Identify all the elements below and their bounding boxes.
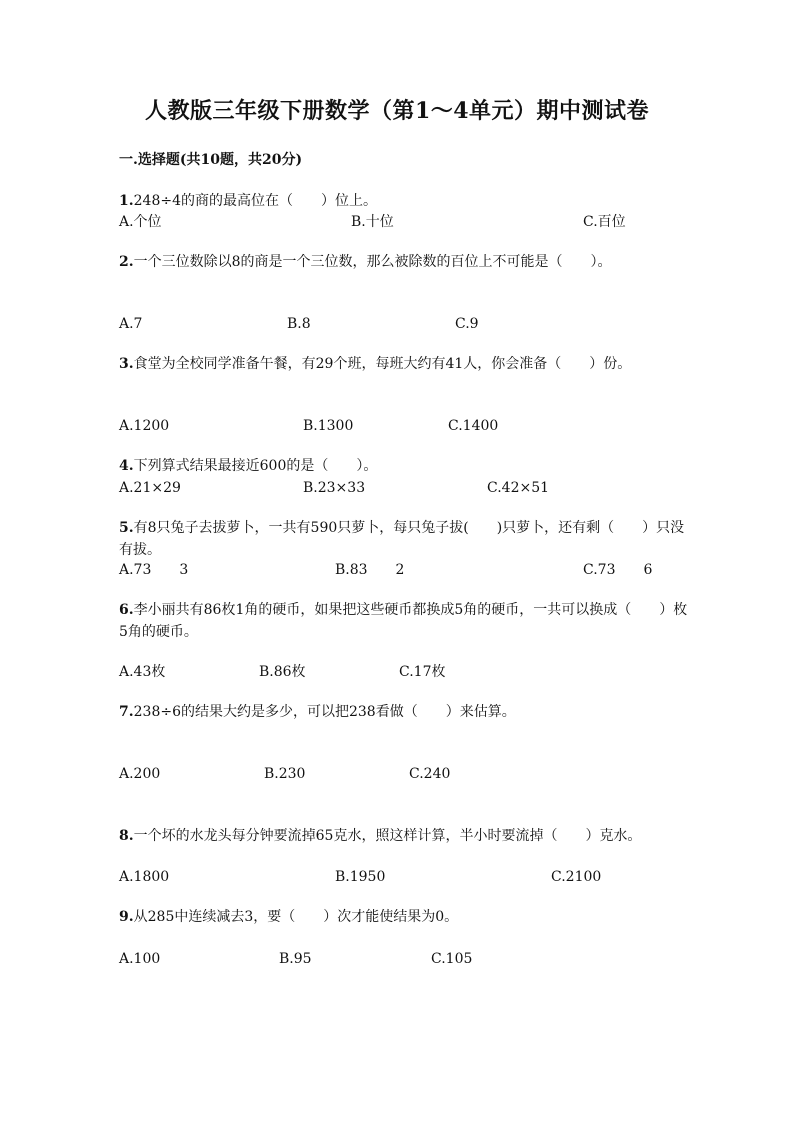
- option-b: B.1950: [335, 869, 386, 885]
- question-1: [119, 190, 689, 212]
- option-c: C.105: [431, 951, 473, 967]
- question-text: 食堂为全校同学准备午餐，有29个班，每班大约有41人，你会准备（ ）份。: [133, 356, 632, 372]
- question-text: 238÷6的结果大约是多少，可以把238看做（ ）来估算。: [133, 704, 516, 720]
- option-a: A.100: [119, 951, 161, 967]
- option-a: A.73 3: [119, 562, 189, 578]
- question-number: 5.: [119, 520, 134, 536]
- question-6: [119, 599, 689, 643]
- option-b: B.23×33: [303, 480, 366, 496]
- option-a: A.43枚: [119, 664, 166, 680]
- question-number: 1.: [119, 193, 134, 209]
- option-a: A.个位: [119, 214, 162, 230]
- option-c: C.1400: [448, 418, 499, 434]
- question-8: [119, 825, 689, 847]
- question-text: 248÷4的商的最高位在（ ）位上。: [133, 193, 377, 209]
- question-text: 有8只兔子去拔萝卜，一共有590只萝卜，每只兔子拔( )只萝卜，还有剩（ ）只没有拔。: [119, 520, 685, 558]
- question-number: 7.: [119, 704, 134, 720]
- question-7: [119, 701, 689, 723]
- question-4: [119, 455, 689, 477]
- question-number: 6.: [119, 602, 134, 618]
- question-text: 一个三位数除以8的商是一个三位数，那么被除数的百位上不可能是（ ）。: [133, 254, 612, 270]
- option-b: B.8: [287, 316, 311, 332]
- question-3: [119, 353, 689, 375]
- option-c: C.17枚: [399, 664, 446, 680]
- option-c: C.9: [455, 316, 479, 332]
- question-text: 下列算式结果最接近600的是（ ）。: [133, 458, 378, 474]
- question-text: 李小丽共有86枚1角的硬币，如果把这些硬币都换成5角的硬币，一共可以换成（ ）枚5角的硬币。: [119, 602, 688, 640]
- question-9: [119, 906, 689, 928]
- option-a: A.1800: [119, 869, 170, 885]
- question-5: [119, 517, 689, 561]
- question-number: 8.: [119, 828, 134, 844]
- option-b: B.1300: [303, 418, 354, 434]
- question-text: 一个坏的水龙头每分钟要流掉65克水，照这样计算，半小时要流掉（ ）克水。: [133, 828, 642, 844]
- option-b: B.83 2: [335, 562, 405, 578]
- question-number: 2.: [119, 254, 134, 270]
- option-c: C.42×51: [487, 480, 550, 496]
- question-number: 9.: [119, 909, 134, 925]
- option-b: B.十位: [351, 214, 394, 230]
- section-heading: 一.选择题(共10题，共20分): [119, 152, 303, 168]
- question-number: 3.: [119, 356, 134, 372]
- page-title: 人教版三年级下册数学（第1～4单元）期中测试卷: [144, 98, 650, 124]
- option-c: C.2100: [551, 869, 602, 885]
- option-a: A.1200: [119, 418, 170, 434]
- question-2: [119, 251, 629, 273]
- option-b: B.95: [279, 951, 312, 967]
- option-b: B.86枚: [259, 664, 306, 680]
- question-text: 从285中连续减去3，要（ ）次才能使结果为0。: [133, 909, 459, 925]
- option-c: C.240: [409, 766, 451, 782]
- option-c: C.百位: [583, 214, 626, 230]
- option-a: A.7: [119, 316, 143, 332]
- option-c: C.73 6: [583, 562, 653, 578]
- question-number: 4.: [119, 458, 134, 474]
- option-a: A.200: [119, 766, 161, 782]
- option-a: A.21×29: [119, 480, 181, 496]
- option-b: B.230: [264, 766, 306, 782]
